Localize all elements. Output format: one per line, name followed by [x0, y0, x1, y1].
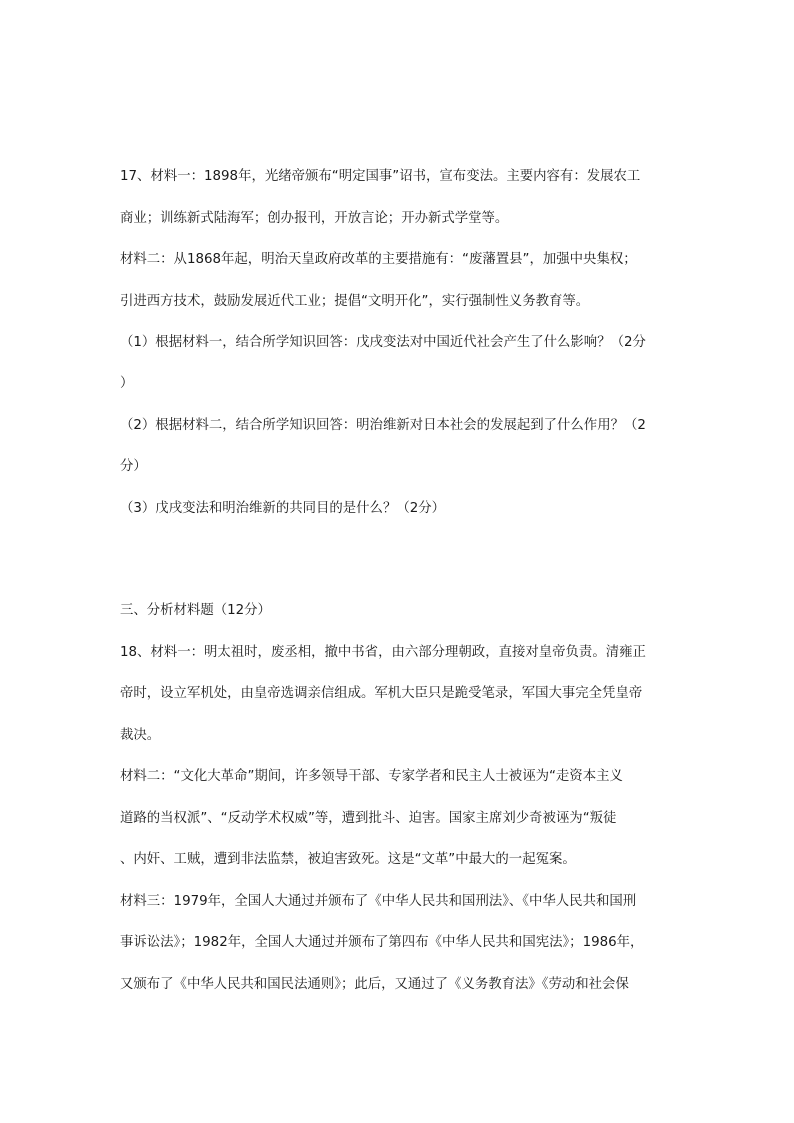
q18-line-1: 18、材料一：明太祖时，废丞相，撤中书省，由六部分理朝政，直接对皇帝负责。清雍正: [120, 645, 646, 660]
section-3-heading: 三、分析材料题（12分）: [120, 603, 271, 618]
q17-sub-question-1: （1）根据材料一，结合所学知识回答：戊戌变法对中国近代社会产生了什么影响？（2分: [120, 335, 646, 350]
q18-line-2: 帝时，设立军机处，由皇帝选调亲信组成。军机大臣只是跪受笔录，军国大事完全凭皇帝: [120, 686, 643, 701]
q18-line-9: 又颁布了《中华人民共和国民法通则》；此后，又通过了《义务教育法》《劳动和社会保: [120, 977, 629, 992]
q17-sub-question-2: （2）根据材料二，结合所学知识回答：明治维新对日本社会的发展起到了什么作用？（2: [120, 418, 646, 433]
q18-line-5: 道路的当权派”、“反动学术权威”等，遭到批斗、迫害。国家主席刘少奇被诬为“叛徒: [120, 811, 617, 826]
q17-sub-question-2-cont: 分）: [120, 459, 147, 474]
q17-material-1-line-1: 17、材料一：1898年，光绪帝颁布“明定国事”诏书，宣布变法。主要内容有：发展农工: [120, 169, 641, 184]
q17-material-2-line-1: 材料二：从1868年起，明治天皇政府改革的主要措施有：“废藩置县”，加强中央集权；: [120, 252, 637, 267]
q17-material-2-line-2: 引进西方技术，鼓励发展近代工业；提倡“文明开化”，实行强制性义务教育等。: [120, 294, 590, 309]
q17-material-1-line-2: 商业；训练新式陆海军；创办报刊，开放言论；开办新式学堂等。: [120, 211, 509, 226]
q17-sub-question-1-cont: ）: [120, 376, 134, 391]
q18-line-6: 、内奸、工贼，遭到非法监禁，被迫害致死。这是“文革”中最大的一起冤案。: [120, 852, 576, 867]
q18-line-8: 事诉讼法》；1982年，全国人大通过并颁布了第四布《中华人民共和国宪法》；1986年，: [120, 935, 644, 950]
q18-line-3: 裁决。: [120, 728, 161, 743]
q18-line-7: 材料三：1979年，全国人大通过并颁布了《中华人民共和国刑法》、《中华人民共和国刑: [120, 894, 637, 909]
q18-line-4: 材料二：“文化大革命”期间，许多领导干部、专家学者和民主人士被诬为“走资本主义: [120, 769, 623, 784]
q17-sub-question-3: （3）戊戌变法和明治维新的共同目的是什么？（2分）: [120, 501, 446, 516]
